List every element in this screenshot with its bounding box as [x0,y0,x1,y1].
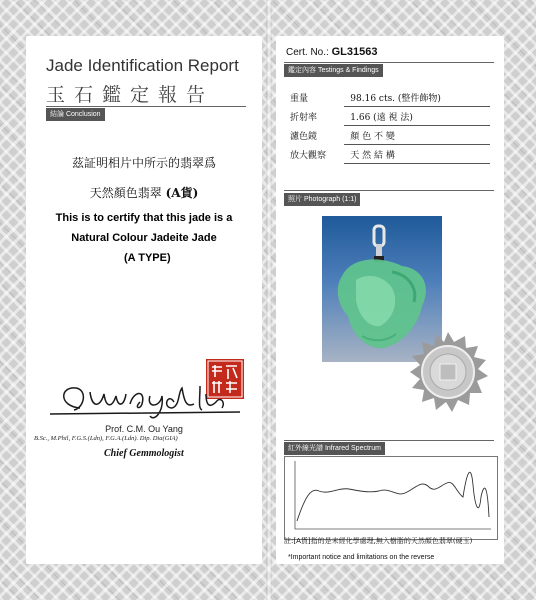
finding-row [290,88,490,107]
result-zh-prefix: 天然顏色翡翠 [89,186,162,200]
finding-label: 濾色鏡 [290,131,318,142]
title-divider [46,106,246,107]
finding-row [290,126,490,145]
findings-table [290,88,490,164]
spectrum-divider [284,440,494,441]
left-panel [26,36,262,564]
finding-row [290,107,490,126]
photo-tag: 照片 Photograph (1:1) [284,193,360,206]
photo-divider [284,190,494,191]
important-notice: *Important notice and limitations on the reverse [288,554,435,561]
a-type-note-zh: 註:[A貨]指的是未經化學處理,無入樹脂的天然顏色翡翠(硬玉) [284,537,473,545]
finding-value: 98.16 cts. (整件飾物) [344,88,490,107]
finding-row [290,145,490,164]
report-title-zh: 玉石鑑定報告 [46,84,215,106]
result-text-en: Natural Colour Jadeite Jade [71,232,217,244]
cert-number-label: Cert. No.: [286,47,329,58]
findings-tag: 鑑定內容 Testings & Findings [284,64,383,77]
spectrum-tag: 紅外線光譜 Infrared Spectrum [284,442,385,455]
conclusion-tag: 結論 Conclusion [46,108,105,121]
result-zh-grade: (A貨) [165,186,199,200]
finding-value: 1.66 (遠 視 法) [344,107,490,126]
finding-value: 顏 色 不 變 [344,126,490,145]
certify-text-en: This is to certify that this jade is a [55,212,233,224]
finding-label: 放大觀察 [290,150,327,161]
report-title-en: Jade Identification Report [46,56,239,75]
finding-label: 折射率 [290,112,318,123]
finding-value: 天 然 結 構 [344,145,490,164]
cert-number [286,46,377,58]
cert-number-value: GL31563 [331,46,378,58]
cert-divider [284,62,494,63]
gemmologist-credentials: B.Sc., M.Phil, F.G.S.(Ldn), F.G.A.(Ldn). Dip. Dia(GIA) [34,435,178,442]
result-text-zh [26,184,262,201]
result-type-en: (A TYPE) [124,252,171,264]
finding-label: 重量 [290,93,309,104]
gemmologist-name: Prof. C.M. Ou Yang [105,424,183,434]
spectrum-graph [285,457,497,539]
fold-line [266,0,272,600]
infrared-spectrum-plot [284,456,498,540]
right-panel [276,36,504,564]
gemmologist-role: Chief Gemmologist [104,448,184,459]
signature [50,378,240,422]
hologram-seal [408,332,488,412]
certify-text-zh: 茲証明相片中所示的翡翠爲 [71,156,216,170]
